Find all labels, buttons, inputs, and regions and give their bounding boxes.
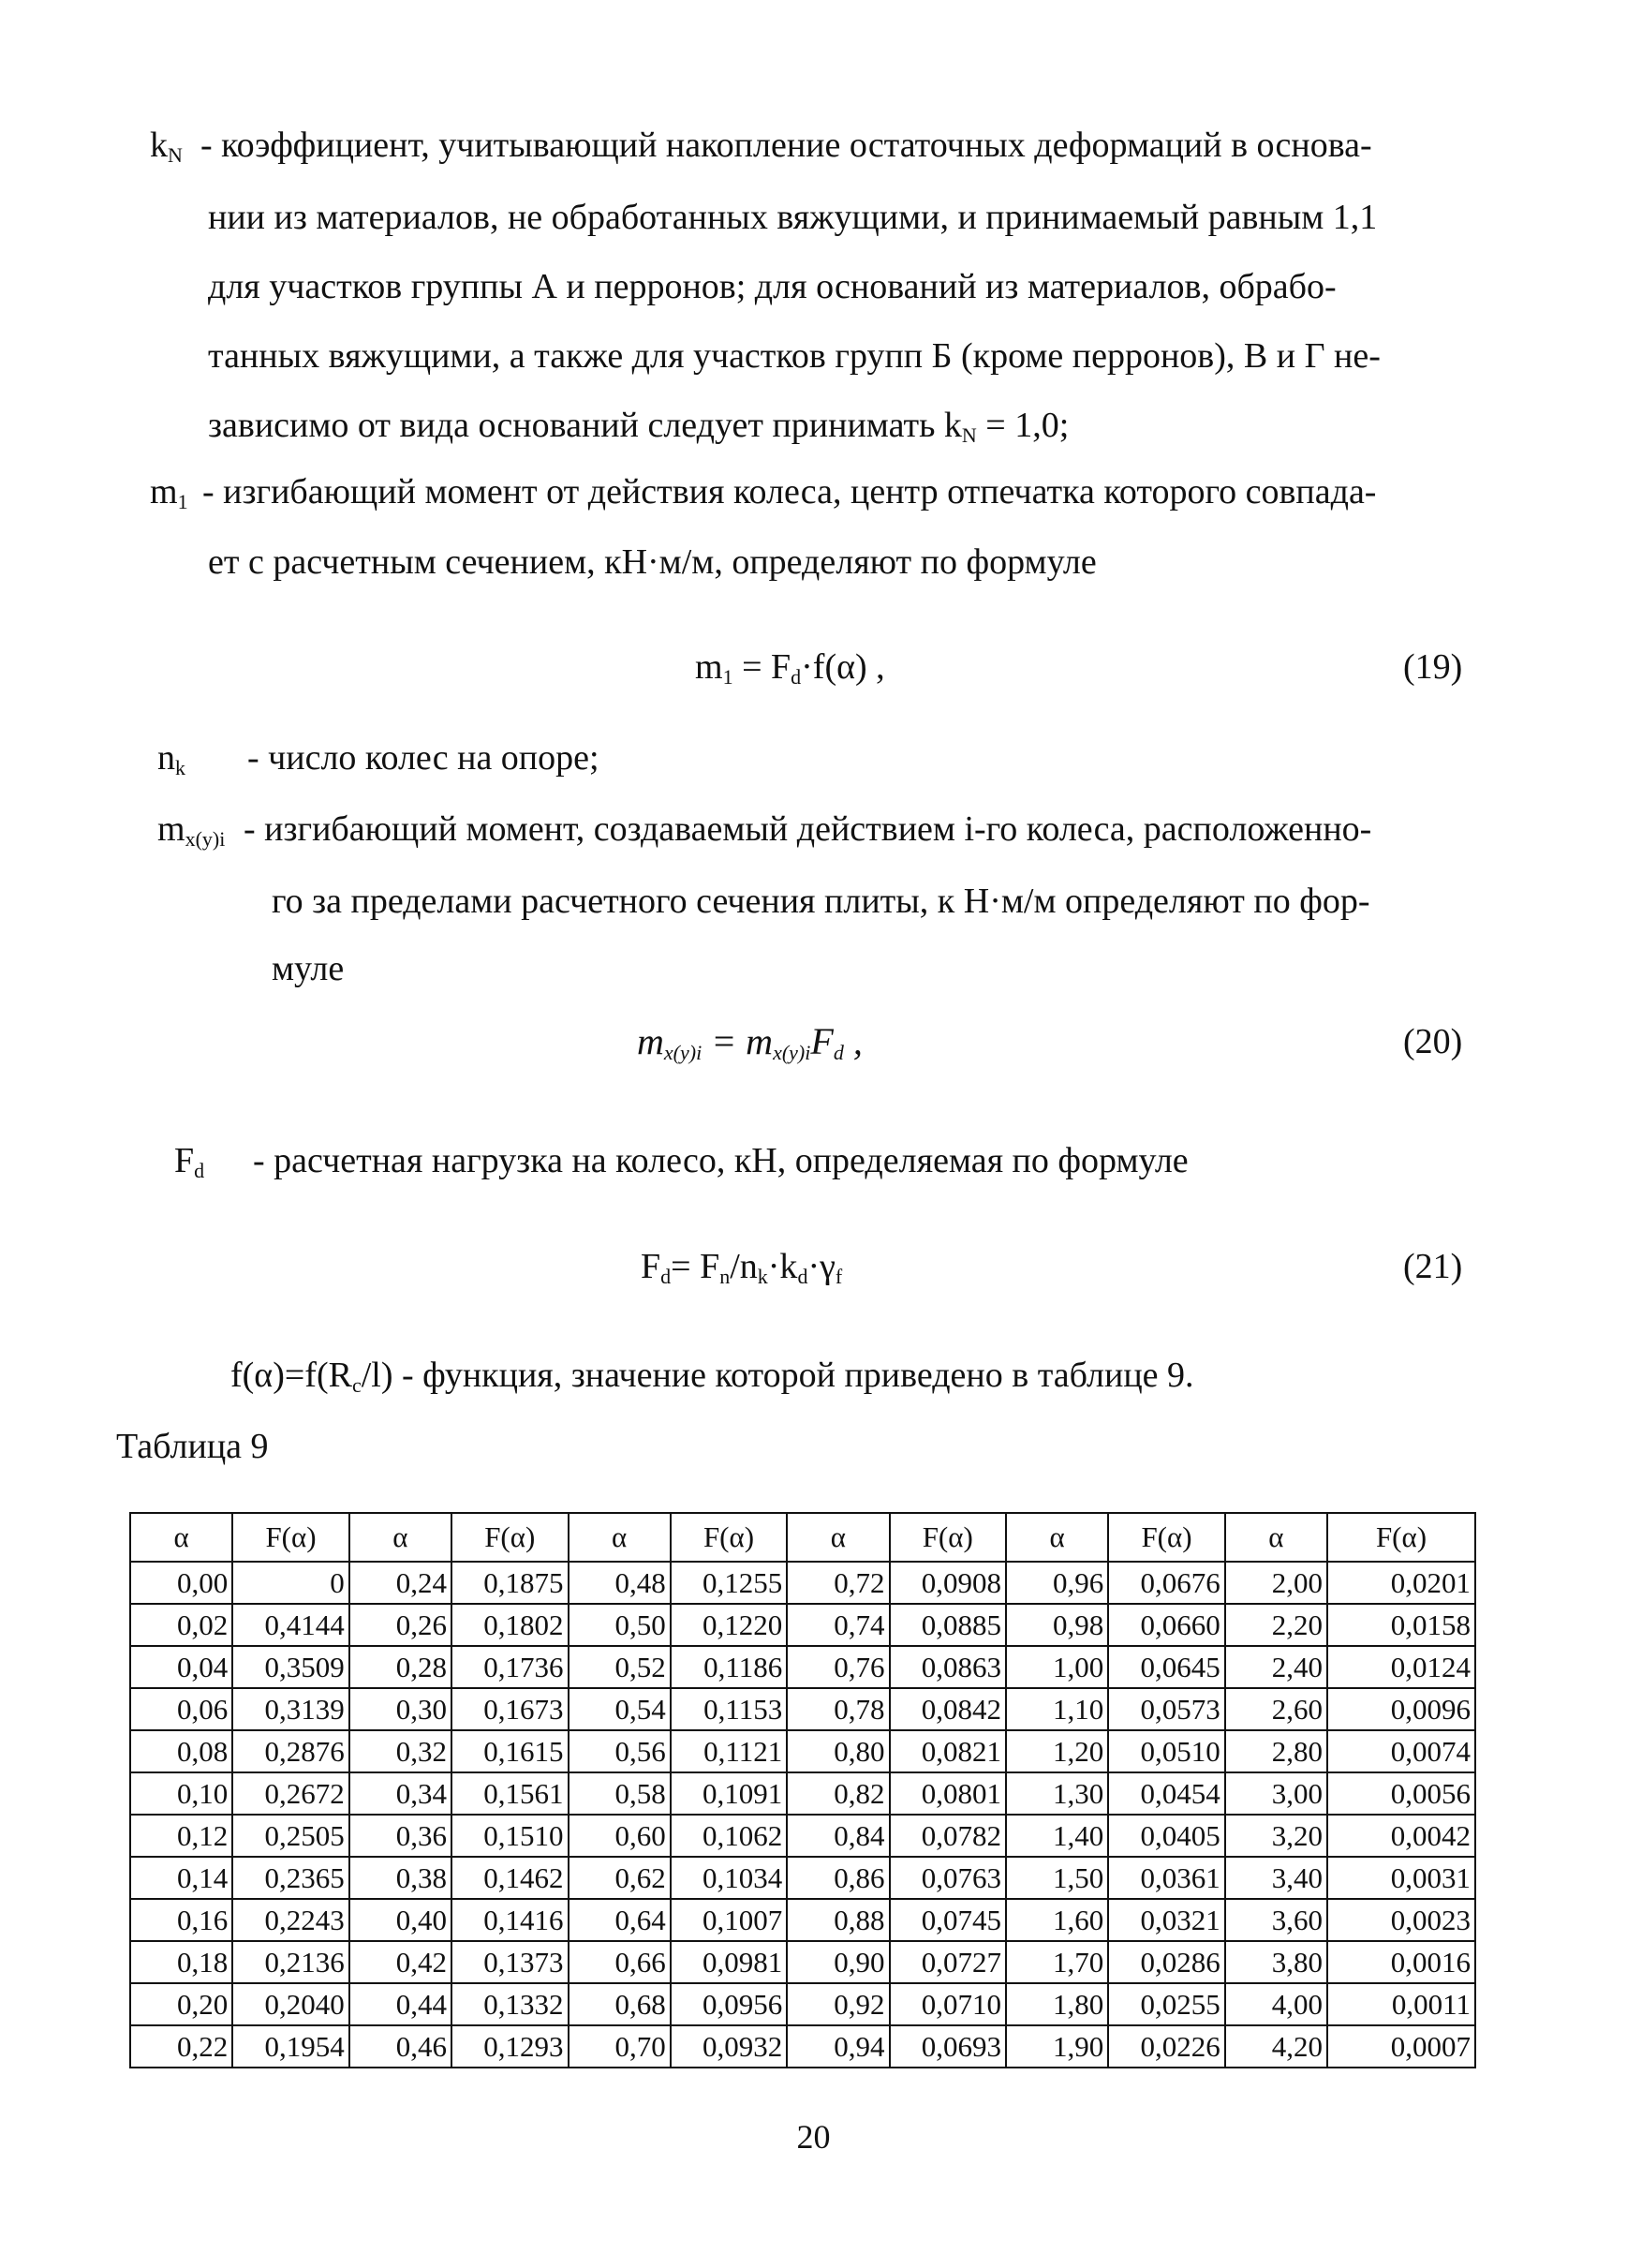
f-alpha-cell: 0,1293 [451, 2025, 568, 2068]
alpha-cell: 2,00 [1225, 1562, 1327, 1604]
table-row [130, 1562, 1475, 1604]
page-number: 20 [796, 2118, 831, 2156]
f-alpha-cell: 0,1462 [451, 1857, 568, 1899]
alpha-cell: 0,64 [569, 1899, 671, 1941]
alpha-cell: 0,12 [130, 1815, 232, 1857]
definition-kN-line-1: - коэффициент, учитывающий накопление остаточных деформаций в основа- [200, 126, 1372, 165]
alpha-cell: 1,80 [1006, 1983, 1108, 2025]
formula-21-number: (21) [1403, 1247, 1463, 1286]
header-cell: F(α) [232, 1513, 348, 1562]
f-alpha-cell: 0,0710 [890, 1983, 1006, 2025]
alpha-cell: 1,60 [1006, 1899, 1108, 1941]
alpha-cell: 0,34 [349, 1772, 451, 1815]
alpha-cell: 0,48 [569, 1562, 671, 1604]
alpha-cell: 0,36 [349, 1815, 451, 1857]
f-alpha-cell: 0,1736 [451, 1646, 568, 1688]
alpha-cell: 3,60 [1225, 1899, 1327, 1941]
alpha-cell: 0,54 [569, 1688, 671, 1730]
f-alpha-cell: 0,1220 [671, 1604, 787, 1646]
f-alpha-cell: 0,0821 [890, 1730, 1006, 1772]
definition-m1-line-1: - изгибающий момент от действия колеса, центр отпечатка которого совпада- [202, 472, 1377, 511]
alpha-cell: 0,10 [130, 1772, 232, 1815]
header-cell: α [1225, 1513, 1327, 1562]
table-row [130, 2025, 1475, 2068]
alpha-cell: 3,20 [1225, 1815, 1327, 1857]
f-alpha-cell: 0,0124 [1327, 1646, 1475, 1688]
formula-19: $m_1 = F_d\cdot f(\alpha)$ , [695, 647, 885, 689]
alpha-cell: 2,80 [1225, 1730, 1327, 1772]
alpha-cell: 2,40 [1225, 1646, 1327, 1688]
f-alpha-cell: 0,0573 [1108, 1688, 1224, 1730]
alpha-cell: 0,14 [130, 1857, 232, 1899]
alpha-cell: 2,20 [1225, 1604, 1327, 1646]
f-alpha-cell: 0,1091 [671, 1772, 787, 1815]
alpha-cell: 0,20 [130, 1983, 232, 2025]
f-alpha-cell: 0,4144 [232, 1604, 348, 1646]
f-alpha-cell: 0,0201 [1327, 1562, 1475, 1604]
alpha-cell: 1,90 [1006, 2025, 1108, 2068]
table-row [130, 1604, 1475, 1646]
f-alpha-cell: 0,0158 [1327, 1604, 1475, 1646]
f-alpha-cell: 0,1153 [671, 1688, 787, 1730]
f-alpha-cell: 0,2505 [232, 1815, 348, 1857]
f-alpha-cell: 0,0074 [1327, 1730, 1475, 1772]
f-alpha-cell: 0,0031 [1327, 1857, 1475, 1899]
alpha-cell: 0,94 [787, 2025, 889, 2068]
symbol-mxyi: $m_{x(y)i}$ [157, 809, 226, 851]
definition-kN-line-4: танных вяжущими, а также для участков групп Б (кроме перронов), В и Г не- [208, 336, 1381, 376]
header-cell: F(α) [451, 1513, 568, 1562]
header-cell: F(α) [1108, 1513, 1224, 1562]
f-alpha-cell: 0,2243 [232, 1899, 348, 1941]
definition-mxyi-line-2: го за пределами расчетного сечения плиты, к Н·м/м определяют по фор- [272, 882, 1370, 921]
f-alpha-cell: 0,0660 [1108, 1604, 1224, 1646]
alpha-cell: 1,70 [1006, 1941, 1108, 1983]
alpha-cell: 0,56 [569, 1730, 671, 1772]
f-alpha-cell: 0,0405 [1108, 1815, 1224, 1857]
header-cell: α [130, 1513, 232, 1562]
f-alpha-cell: 0,0096 [1327, 1688, 1475, 1730]
symbol-m1: $m_1$ [150, 472, 188, 513]
f-alpha-cell: 0,0011 [1327, 1983, 1475, 2025]
definition-nk-line-1: - число колес на опоре; [247, 738, 599, 778]
alpha-cell: 1,50 [1006, 1857, 1108, 1899]
alpha-cell: 0,44 [349, 1983, 451, 2025]
f-alpha-cell: 0,2876 [232, 1730, 348, 1772]
f-alpha-cell: 0,1561 [451, 1772, 568, 1815]
f-alpha-cell: 0,0321 [1108, 1899, 1224, 1941]
f-alpha-cell: 0,1373 [451, 1941, 568, 1983]
alpha-cell: 0,90 [787, 1941, 889, 1983]
f-alpha-cell: 0,0361 [1108, 1857, 1224, 1899]
f-alpha-cell: 0,0885 [890, 1604, 1006, 1646]
alpha-cell: 0,60 [569, 1815, 671, 1857]
table-row [130, 1983, 1475, 2025]
f-alpha-cell: 0,0693 [890, 2025, 1006, 2068]
alpha-cell: 4,20 [1225, 2025, 1327, 2068]
f-alpha-cell: 0,1875 [451, 1562, 568, 1604]
table-row [130, 1815, 1475, 1857]
alpha-cell: 1,40 [1006, 1815, 1108, 1857]
table-row [130, 1899, 1475, 1941]
f-alpha-cell: 0,0042 [1327, 1815, 1475, 1857]
f-alpha-cell: 0,0023 [1327, 1899, 1475, 1941]
alpha-cell: 3,80 [1225, 1941, 1327, 1983]
alpha-cell: 0,80 [787, 1730, 889, 1772]
alpha-cell: 0,76 [787, 1646, 889, 1688]
f-alpha-cell: 0,3509 [232, 1646, 348, 1688]
alpha-cell: 0,88 [787, 1899, 889, 1941]
definition-Fd-line-1: - расчетная нагрузка на колесо, кН, определяемая по формуле [253, 1141, 1189, 1180]
f-alpha-cell: 0,0510 [1108, 1730, 1224, 1772]
alpha-cell: 0,28 [349, 1646, 451, 1688]
table-caption: Таблица 9 [116, 1427, 269, 1466]
f-alpha-cell: 0,0016 [1327, 1941, 1475, 1983]
f-alpha-cell: 0,0226 [1108, 2025, 1224, 2068]
definition-m1-line-2: ет с расчетным сечением, кН·м/м, определяют по формуле [208, 542, 1097, 582]
f-alpha-cell: 0,0727 [890, 1941, 1006, 1983]
table-header-row [130, 1513, 1475, 1562]
symbol-Fd: $F_d$ [174, 1141, 205, 1182]
f-alpha-cell: 0,1255 [671, 1562, 787, 1604]
f-alpha-cell: 0,0007 [1327, 2025, 1475, 2068]
alpha-cell: 0,50 [569, 1604, 671, 1646]
alpha-cell: 0,82 [787, 1772, 889, 1815]
f-alpha-cell: 0,1802 [451, 1604, 568, 1646]
f-alpha-cell: 0,0286 [1108, 1941, 1224, 1983]
f-alpha-cell: 0,0908 [890, 1562, 1006, 1604]
f-alpha-cell: 0,1416 [451, 1899, 568, 1941]
alpha-cell: 0,70 [569, 2025, 671, 2068]
alpha-cell: 0,30 [349, 1688, 451, 1730]
function-table [129, 1512, 1476, 2068]
f-alpha-cell: 0,0956 [671, 1983, 787, 2025]
formula-19-number: (19) [1403, 647, 1463, 687]
formula-20-number: (20) [1403, 1022, 1463, 1061]
f-alpha-cell: 0,0056 [1327, 1772, 1475, 1815]
header-cell: α [569, 1513, 671, 1562]
alpha-cell: 0,66 [569, 1941, 671, 1983]
f-alpha-cell: 0,1121 [671, 1730, 787, 1772]
alpha-cell: 4,00 [1225, 1983, 1327, 2025]
table-row [130, 1772, 1475, 1815]
alpha-cell: 0,52 [569, 1646, 671, 1688]
alpha-cell: 0,18 [130, 1941, 232, 1983]
alpha-cell: 0,96 [1006, 1562, 1108, 1604]
header-cell: F(α) [671, 1513, 787, 1562]
f-alpha-cell: 0,0676 [1108, 1562, 1224, 1604]
formula-21: $F_d= F_n/n_k\cdot k_d\cdot\gamma_f$ [641, 1247, 843, 1288]
f-alpha-cell: 0,0801 [890, 1772, 1006, 1815]
header-cell: α [349, 1513, 451, 1562]
definition-kN-line-2: нии из материалов, не обработанных вяжущими, и принимаемый равным 1,1 [208, 198, 1378, 237]
symbol-kN: $k_N$ [150, 126, 183, 167]
alpha-cell: 3,00 [1225, 1772, 1327, 1815]
table-body [130, 1562, 1475, 2068]
table-row [130, 1857, 1475, 1899]
definition-mxyi-line-3: муле [272, 949, 345, 988]
f-alpha-cell: 0,1673 [451, 1688, 568, 1730]
alpha-cell: 0,86 [787, 1857, 889, 1899]
f-alpha-cell: 0,0255 [1108, 1983, 1224, 2025]
alpha-cell: 0,78 [787, 1688, 889, 1730]
alpha-cell: 0,00 [130, 1562, 232, 1604]
definition-kN-line-3: для участков группы А и перронов; для оснований из материалов, обрабо- [208, 267, 1337, 306]
header-cell: α [1006, 1513, 1108, 1562]
f-alpha-cell: 0 [232, 1562, 348, 1604]
alpha-cell: 0,72 [787, 1562, 889, 1604]
f-alpha-cell: 0,0842 [890, 1688, 1006, 1730]
alpha-cell: 0,06 [130, 1688, 232, 1730]
alpha-cell: 0,40 [349, 1899, 451, 1941]
f-alpha-cell: 0,0454 [1108, 1772, 1224, 1815]
f-alpha-cell: 0,2136 [232, 1941, 348, 1983]
table-row [130, 1730, 1475, 1772]
alpha-cell: 3,40 [1225, 1857, 1327, 1899]
f-alpha-cell: 0,0981 [671, 1941, 787, 1983]
f-alpha-cell: 0,2040 [232, 1983, 348, 2025]
f-alpha-cell: 0,2672 [232, 1772, 348, 1815]
alpha-cell: 0,98 [1006, 1604, 1108, 1646]
alpha-cell: 0,58 [569, 1772, 671, 1815]
f-alpha-cell: 0,0932 [671, 2025, 787, 2068]
header-cell: α [787, 1513, 889, 1562]
f-alpha-cell: 0,1954 [232, 2025, 348, 2068]
alpha-cell: 0,24 [349, 1562, 451, 1604]
function-note: $f(\alpha)=f(R_c/l)$ - функция, значение которой приведено в таблице 9. [230, 1356, 1194, 1397]
table-row [130, 1941, 1475, 1983]
alpha-cell: 0,46 [349, 2025, 451, 2068]
f-alpha-cell: 0,3139 [232, 1688, 348, 1730]
f-alpha-cell: 0,1007 [671, 1899, 787, 1941]
header-cell: F(α) [1327, 1513, 1475, 1562]
f-alpha-cell: 0,0782 [890, 1815, 1006, 1857]
f-alpha-cell: 0,0763 [890, 1857, 1006, 1899]
alpha-cell: 0,84 [787, 1815, 889, 1857]
table-row [130, 1646, 1475, 1688]
alpha-cell: 1,30 [1006, 1772, 1108, 1815]
f-alpha-cell: 0,1615 [451, 1730, 568, 1772]
alpha-cell: 0,42 [349, 1941, 451, 1983]
alpha-cell: 0,38 [349, 1857, 451, 1899]
f-alpha-cell: 0,1034 [671, 1857, 787, 1899]
alpha-cell: 1,00 [1006, 1646, 1108, 1688]
alpha-cell: 0,22 [130, 2025, 232, 2068]
alpha-cell: 0,04 [130, 1646, 232, 1688]
alpha-cell: 2,60 [1225, 1688, 1327, 1730]
alpha-cell: 0,68 [569, 1983, 671, 2025]
f-alpha-cell: 0,0645 [1108, 1646, 1224, 1688]
f-alpha-cell: 0,2365 [232, 1857, 348, 1899]
alpha-cell: 1,20 [1006, 1730, 1108, 1772]
formula-20: $m_{x(y)i} = m_{x(y)i}F_d$ , [637, 1020, 863, 1064]
alpha-cell: 0,16 [130, 1899, 232, 1941]
alpha-cell: 0,26 [349, 1604, 451, 1646]
alpha-cell: 0,74 [787, 1604, 889, 1646]
f-alpha-cell: 0,1062 [671, 1815, 787, 1857]
alpha-cell: 0,08 [130, 1730, 232, 1772]
alpha-cell: 0,02 [130, 1604, 232, 1646]
alpha-cell: 0,92 [787, 1983, 889, 2025]
alpha-cell: 1,10 [1006, 1688, 1108, 1730]
header-cell: F(α) [890, 1513, 1006, 1562]
f-alpha-cell: 0,1510 [451, 1815, 568, 1857]
definition-mxyi-line-1: - изгибающий момент, создаваемый действием i-го колеса, расположенно- [244, 809, 1372, 849]
alpha-cell: 0,32 [349, 1730, 451, 1772]
definition-kN-line-5: зависимо от вида оснований следует принимать $k_N = 1,0$; [208, 406, 1070, 447]
symbol-nk: $n_k$ [157, 738, 185, 779]
f-alpha-cell: 0,1186 [671, 1646, 787, 1688]
alpha-cell: 0,62 [569, 1857, 671, 1899]
f-alpha-cell: 0,1332 [451, 1983, 568, 2025]
table-row [130, 1688, 1475, 1730]
f-alpha-cell: 0,0863 [890, 1646, 1006, 1688]
f-alpha-cell: 0,0745 [890, 1899, 1006, 1941]
